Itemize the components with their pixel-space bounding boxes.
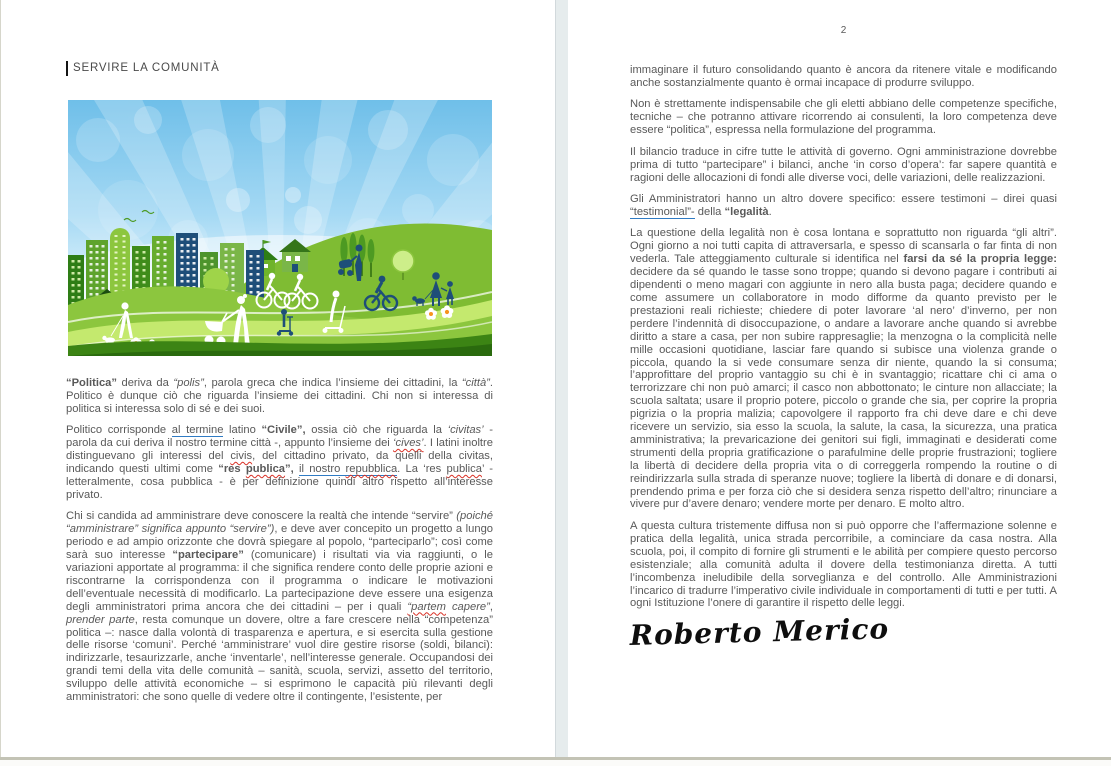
signature-roberto-merico[interactable]: Roberto Merico xyxy=(629,612,890,653)
below-pages-area xyxy=(0,760,1111,766)
page-2[interactable] xyxy=(568,0,1111,757)
paragraph[interactable]: immaginare il futuro consolidando quanto è ancora da ritenere vitale e modificando anche sostanzialmente quanto è ormai incapace di produrre sviluppo. xyxy=(630,64,1057,89)
paragraph[interactable]: “Politica” deriva da “polis”, parola greca che indica l’insieme dei cittadini, la “città”. Politico è dunque ciò che riguarda l’insieme dei cittadini. Chi non si interessa di politica si interessa solo di sé e dei suoi. xyxy=(66,377,493,415)
community-illustration[interactable] xyxy=(68,100,492,356)
paragraph[interactable]: La questione della legalità non è cosa lontana e soprattutto non riguarda “gli altri”. Ogni giorno a noi tutti capita di attraversarla, e spesso di scansarla o far finta di non vederla. Tale atteggiamento culturale si identifica nel farsi da sé la propria legge: decidere da sé quando le tasse sono troppe; quando si devono pagare i contributi ai dipendenti o meno magari con aggiunte in nero alla busta paga; decidere quando e come assumere un collaboratore in modo difforme da quanto previsto per le prestazioni reali richieste; chiedere di poter lavorare ‘al nero’ d’inverno, per non perdere l’indennità di disoccupazione, o andare a lavorare anche quando si avrebbe diritto a stare a casa, per non subire rappresaglie; la menzogna o la complicità nelle mille occasioni quotidiane, lasciar fare quando si subisce una violenza grande o piccola, quando la si vede consumare senza dir niente, quando la si consuma; l’approfittare del proprio vantaggio su chi è in svantaggio; ricattare chi ci ama o terrorizzare chi non può amarci; il casco non abbottonato; le cinture non allacciate; la scuola saltata; usare il proprio potere, piccolo o grande che sia, per coprire la propria pigrizia o la propria malizia; capovolgere il rapporto fra chi deve dare e chi deve ricevere un servizio, sia esso la scuola, la salute, la casa, la sicurezza, una pratica amministrativa; la prevaricazione dei genitori sui figli, immaginati e desiderati come strumenti della propria gratificazione o parafulmine delle proprie frustrazioni; togliere la libertà di decidere della propria vita o di correggerla rompendo la routine o di reindirizzarla sulla strada di speranze nuove; togliere la libertà di donare e di donarsi, prendendo prima e per forza ciò che si desidera senza rispetto dell’altro; rinunciare a vivere pur d’avere denaro; vendere morte per denaro. E molto altro. xyxy=(630,227,1057,511)
page-number: 2 xyxy=(840,25,847,36)
document-title[interactable]: SERVIRE LA COMUNITÀ xyxy=(66,61,220,76)
paragraph[interactable]: Politico corrisponde al termine latino “Civile”, ossia ciò che riguarda la ‘civitas’ - parola da cui deriva il nostro termine città -, appunto l’insieme dei ‘cives’. I latini inoltre distinguevano gli interessi del civis, del cittadino privato, da quelli della civitas, indicando questi ultimi come “res publica”, il nostro repubblica. La ‘res publica’ - letteralmente, cosa pubblica - è per definizione quindi altro rispetto all’interesse privato. xyxy=(66,424,493,501)
paragraph[interactable]: A questa cultura tristemente diffusa non si può opporre che l’affermazione solenne e pratica della legalità, unica strada percorribile, a cominciare da casa nostra. Alla scuola, poi, il compito di fornire gli strumenti e le abilità per compiere questo percorso esistenziale; alla comunità adulta il dovere della testimonianza diretta. A tutti l’incombenza ineludibile della sorveglianza e del controllo. Alle Amministrazioni l’incarico di tradurre l’imperativo civile individuale in comportamenti di tutti e per tutti. A ogni Istituzione l’onere di garantire il rispetto delle leggi. xyxy=(630,519,1057,610)
paragraph[interactable]: Non è strettamente indispensabile che gli eletti abbiano delle competenze specifiche, tecniche – che potranno attivare ricorrendo ai consulenti, la loro competenza deve essere “politica”, espressa nella formulazione del programma. xyxy=(630,98,1057,137)
page-2-body xyxy=(629,64,1057,653)
page-gap xyxy=(555,0,569,760)
page-1-left-edge xyxy=(0,0,1,757)
paragraph[interactable]: Gli Amministratori hanno un altro dovere specifico: essere testimoni – direi quasi “testimonial”- della “legalità. xyxy=(630,193,1057,218)
page-1[interactable] xyxy=(1,0,555,757)
paragraph[interactable]: Chi si candida ad amministrare deve conoscere la realtà che intende “servire” (poiché “amministrare” significa appunto “servire”), e deve aver concepito un progetto a lungo periodo e ad ampio orizzonte che dovrà spiegare al popolo, “parteciparlo”; così come sarà suo interesse “partecipare” (comunicare) i risultati via via raggiunti, o le variazioni apportate al programma: il che significa rendere conto delle proprie azioni e riscontrarne la corrispondenza con il programma o indicare le motivazioni dell’eventuale necessità di modificarlo. La partecipazione deve essere una esigenza degli amministratori prima ancora che dei cittadini – per i quali “partem capere”, prender parte, resta comunque un dovere, oltre a fare crescere nella “competenza” politica –: nasce dalla volontà di trasparenza e apertura, e si esercita sulla gestione delle risorse ‘comuni’. Perché ‘amministrare’ vuol dire gestire risorse (soldi, bilanci): indirizzarle, tesaurizzarle, anche ‘inventarle’, nell’interesse generale. Occupandosi dei grandi temi della vita delle comunità – sanità, scuola, servizi, assetto del territorio, sviluppo delle attività economiche – si esprimono le capacità più rilevanti degli amministratori: che sono quelle di vedere oltre il contingente, l’esistente, per xyxy=(66,510,494,704)
page-1-body xyxy=(66,377,493,704)
page-2-paragraphs xyxy=(630,64,1057,610)
paragraph[interactable]: Il bilancio traduce in cifre tutte le attività di governo. Ogni amministrazione dovrebbe prima di tutto “partecipare” i bilanci, anche ‘in corso d’opera’: far sapere quantità e ragioni delle allocazioni di fondi alle diverse voci, delle variazioni, delle realizzazioni. xyxy=(630,145,1057,184)
